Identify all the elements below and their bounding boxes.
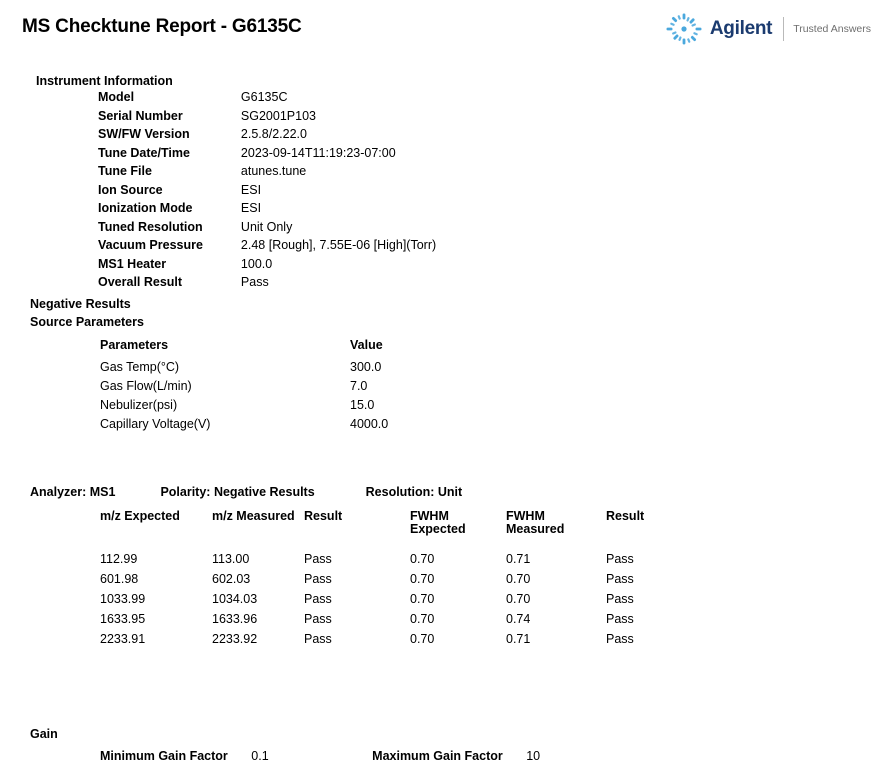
column-header-fwhm-measured	[506, 510, 606, 552]
cell-result: Pass	[304, 612, 332, 626]
polarity-value: Negative Results	[213, 485, 315, 499]
instrument-information-heading: Instrument Information	[36, 74, 173, 88]
resolution-value: Unit	[437, 485, 463, 499]
cell-mz-expected: 112.99	[100, 552, 138, 566]
info-value: G6135C	[240, 90, 288, 104]
table-row	[36, 220, 436, 239]
column-header-fwhm-expected	[410, 510, 506, 552]
cell-fwhm-expected: 0.70	[410, 612, 435, 626]
cell-mz-expected: 1633.95	[100, 612, 146, 626]
parameter-value: 15.0	[350, 398, 375, 412]
maximum-gain-factor-value: 10	[526, 749, 541, 763]
cell-fwhm-measured: 0.71	[506, 632, 531, 646]
column-header-mz-measured	[212, 510, 304, 552]
analyzer-summary-line	[30, 485, 462, 499]
table-row	[100, 572, 644, 592]
column-header-line: Measured	[506, 522, 565, 536]
cell-mz-expected: 2233.91	[100, 632, 146, 646]
column-header-line: FWHM	[506, 509, 545, 523]
table-row	[100, 592, 644, 612]
cell-mz-measured: 1034.03	[212, 592, 258, 606]
info-label: Vacuum Pressure	[98, 238, 203, 252]
info-value: 2023-09-14T11:19:23-07:00	[240, 145, 396, 160]
info-label: MS1 Heater	[98, 256, 167, 271]
table-row	[100, 360, 388, 379]
info-value: Pass	[240, 275, 269, 289]
analyzer-label: Analyzer:	[30, 485, 87, 499]
column-header-value: Value	[350, 338, 383, 352]
cell-fwhm-measured: 0.70	[506, 592, 531, 606]
cell-fwhm-measured: 0.71	[506, 552, 531, 566]
cell-result-2: Pass	[606, 552, 634, 566]
cell-result-2: Pass	[606, 572, 634, 586]
cell-mz-measured: 602.03	[212, 572, 251, 586]
column-header-line: Result	[606, 509, 645, 523]
parameter-value: 7.0	[350, 379, 368, 393]
page-title: MS Checktune Report - G6135C	[22, 16, 302, 37]
cell-result-2: Pass	[606, 612, 634, 626]
info-label: Ionization Mode	[98, 201, 193, 215]
column-header-parameters: Parameters	[100, 338, 169, 352]
cell-mz-measured: 2233.92	[212, 632, 258, 646]
table-row	[100, 632, 644, 652]
table-row	[100, 417, 388, 436]
brand-tagline: Trusted Answers	[793, 23, 871, 35]
info-label: Ion Source	[98, 182, 163, 197]
cell-fwhm-expected: 0.70	[410, 632, 435, 646]
table-row	[36, 164, 436, 183]
table-row	[36, 127, 436, 146]
column-header-line: m/z Measured	[212, 509, 295, 523]
gain-values-row	[100, 749, 540, 763]
column-header-line: Result	[304, 509, 343, 523]
info-label: Tune Date/Time	[98, 145, 190, 160]
minimum-gain-factor-value: 0.1	[251, 749, 269, 763]
table-row	[100, 612, 644, 632]
column-header-line: FWHM	[410, 509, 449, 523]
table-header-row	[100, 338, 388, 360]
info-value: atunes.tune	[240, 164, 307, 178]
cell-fwhm-measured: 0.74	[506, 612, 531, 626]
mass-results-table	[100, 510, 644, 652]
info-label: Tuned Resolution	[98, 219, 203, 234]
analyzer-value: MS1	[89, 485, 116, 499]
instrument-information-table	[36, 90, 436, 294]
info-value: 2.5.8/2.22.0	[240, 127, 307, 141]
info-label: Model	[98, 90, 135, 104]
cell-fwhm-expected: 0.70	[410, 552, 435, 566]
polarity-label: Polarity:	[160, 485, 211, 499]
info-value: 2.48 [Rough], 7.55E-06 [High](Torr)	[240, 238, 437, 252]
table-row	[36, 238, 436, 257]
parameter-value: 4000.0	[350, 417, 389, 431]
cell-result-2: Pass	[606, 632, 634, 646]
table-row	[36, 275, 436, 294]
table-row	[100, 398, 388, 417]
report-header	[22, 10, 871, 50]
column-header-line: m/z Expected	[100, 509, 180, 523]
info-value: ESI	[240, 182, 262, 197]
agilent-logo-icon	[664, 12, 704, 46]
parameter-name: Capillary Voltage(V)	[100, 417, 211, 431]
cell-result: Pass	[304, 592, 332, 606]
table-row	[36, 90, 436, 109]
negative-results-heading: Negative Results	[30, 297, 131, 311]
table-row	[100, 552, 644, 572]
cell-fwhm-expected: 0.70	[410, 572, 435, 586]
table-header-row	[100, 510, 644, 552]
parameter-name: Gas Flow(L/min)	[100, 379, 192, 393]
agilent-branding	[664, 12, 871, 46]
parameter-value: 300.0	[350, 360, 382, 374]
table-row	[36, 146, 436, 165]
cell-result: Pass	[304, 632, 332, 646]
table-row	[36, 201, 436, 220]
cell-result-2: Pass	[606, 592, 634, 606]
cell-result: Pass	[304, 572, 332, 586]
brand-divider	[783, 17, 784, 41]
table-row	[36, 183, 436, 202]
info-label: Serial Number	[98, 108, 183, 123]
table-row	[100, 379, 388, 398]
column-header-mz-expected	[100, 510, 212, 552]
source-parameters-table	[100, 338, 388, 436]
table-row	[36, 109, 436, 128]
cell-mz-expected: 601.98	[100, 572, 139, 586]
table-row	[36, 257, 436, 276]
info-label: Tune File	[98, 164, 152, 178]
cell-mz-measured: 113.00	[212, 552, 250, 566]
agilent-wordmark: Agilent	[709, 18, 773, 39]
cell-mz-measured: 1633.96	[212, 612, 258, 626]
parameter-name: Nebulizer(psi)	[100, 398, 178, 412]
column-header-result-2	[606, 510, 644, 552]
info-label: SW/FW Version	[98, 127, 190, 141]
cell-fwhm-measured: 0.70	[506, 572, 531, 586]
info-value: 100.0	[240, 256, 273, 271]
cell-mz-expected: 1033.99	[100, 592, 146, 606]
maximum-gain-factor-label: Maximum Gain Factor	[372, 749, 503, 763]
parameter-name: Gas Temp(°C)	[100, 360, 180, 374]
cell-fwhm-expected: 0.70	[410, 592, 435, 606]
info-label: Overall Result	[98, 275, 183, 289]
gain-heading: Gain	[30, 727, 58, 741]
cell-result: Pass	[304, 552, 332, 566]
column-header-line: Expected	[410, 522, 466, 536]
resolution-label: Resolution:	[365, 485, 435, 499]
source-parameters-heading: Source Parameters	[30, 315, 144, 329]
column-header-result	[304, 510, 410, 552]
minimum-gain-factor-label: Minimum Gain Factor	[100, 749, 228, 763]
info-value: SG2001P103	[240, 108, 316, 123]
info-value: ESI	[240, 201, 262, 215]
info-value: Unit Only	[240, 219, 293, 234]
